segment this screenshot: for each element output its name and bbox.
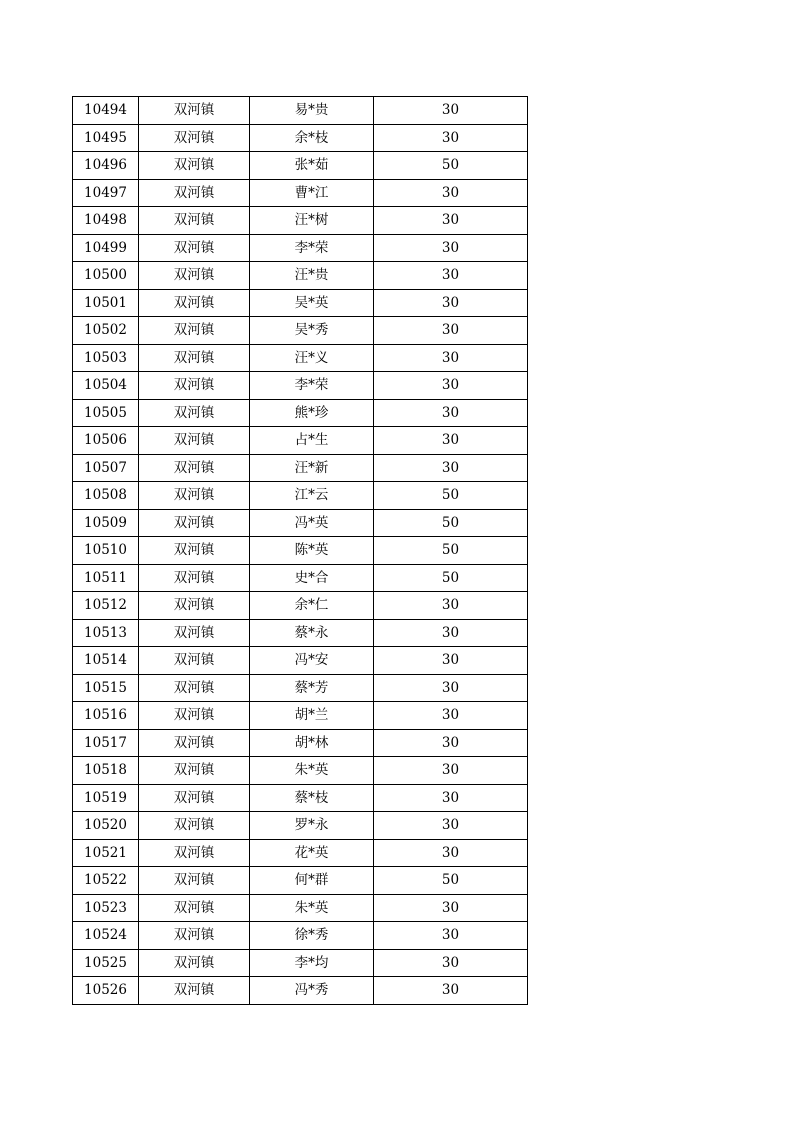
table-row xyxy=(73,619,528,647)
table-row xyxy=(73,317,528,345)
amount-cell: 50 xyxy=(374,482,528,510)
name-cell: 占*生 xyxy=(250,427,374,455)
amount-cell: 30 xyxy=(374,179,528,207)
amount-cell: 30 xyxy=(374,674,528,702)
record-id-cell: 10500 xyxy=(73,262,139,290)
town-cell: 双河镇 xyxy=(139,344,250,372)
table-row xyxy=(73,949,528,977)
name-cell: 李*均 xyxy=(250,949,374,977)
amount-cell: 30 xyxy=(374,757,528,785)
record-id-cell: 10510 xyxy=(73,537,139,565)
town-cell: 双河镇 xyxy=(139,454,250,482)
name-cell: 蔡*永 xyxy=(250,619,374,647)
record-id-cell: 10524 xyxy=(73,922,139,950)
town-cell: 双河镇 xyxy=(139,564,250,592)
amount-cell: 30 xyxy=(374,97,528,125)
town-cell: 双河镇 xyxy=(139,729,250,757)
table-row xyxy=(73,784,528,812)
table-row xyxy=(73,839,528,867)
table-row xyxy=(73,757,528,785)
town-cell: 双河镇 xyxy=(139,839,250,867)
name-cell: 汪*义 xyxy=(250,344,374,372)
record-id-cell: 10521 xyxy=(73,839,139,867)
records-table-body xyxy=(73,97,528,1005)
town-cell: 双河镇 xyxy=(139,867,250,895)
record-id-cell: 10503 xyxy=(73,344,139,372)
table-row xyxy=(73,234,528,262)
table-row xyxy=(73,537,528,565)
name-cell: 余*仁 xyxy=(250,592,374,620)
table-row xyxy=(73,344,528,372)
table-row xyxy=(73,867,528,895)
name-cell: 陈*英 xyxy=(250,537,374,565)
table-row xyxy=(73,592,528,620)
records-table xyxy=(72,96,528,1005)
amount-cell: 30 xyxy=(374,894,528,922)
town-cell: 双河镇 xyxy=(139,124,250,152)
table-row xyxy=(73,647,528,675)
name-cell: 胡*林 xyxy=(250,729,374,757)
amount-cell: 50 xyxy=(374,509,528,537)
amount-cell: 30 xyxy=(374,344,528,372)
table-row xyxy=(73,922,528,950)
record-id-cell: 10494 xyxy=(73,97,139,125)
record-id-cell: 10515 xyxy=(73,674,139,702)
name-cell: 冯*秀 xyxy=(250,977,374,1005)
town-cell: 双河镇 xyxy=(139,812,250,840)
town-cell: 双河镇 xyxy=(139,427,250,455)
amount-cell: 30 xyxy=(374,317,528,345)
table-row xyxy=(73,702,528,730)
amount-cell: 30 xyxy=(374,262,528,290)
record-id-cell: 10512 xyxy=(73,592,139,620)
record-id-cell: 10517 xyxy=(73,729,139,757)
record-id-cell: 10495 xyxy=(73,124,139,152)
table-row xyxy=(73,97,528,125)
name-cell: 冯*英 xyxy=(250,509,374,537)
amount-cell: 30 xyxy=(374,647,528,675)
table-row xyxy=(73,289,528,317)
record-id-cell: 10522 xyxy=(73,867,139,895)
town-cell: 双河镇 xyxy=(139,399,250,427)
amount-cell: 30 xyxy=(374,234,528,262)
table-row xyxy=(73,152,528,180)
name-cell: 朱*英 xyxy=(250,894,374,922)
name-cell: 张*茹 xyxy=(250,152,374,180)
amount-cell: 30 xyxy=(374,427,528,455)
amount-cell: 30 xyxy=(374,949,528,977)
town-cell: 双河镇 xyxy=(139,702,250,730)
name-cell: 李*荣 xyxy=(250,372,374,400)
amount-cell: 30 xyxy=(374,399,528,427)
name-cell: 徐*秀 xyxy=(250,922,374,950)
record-id-cell: 10496 xyxy=(73,152,139,180)
table-row xyxy=(73,894,528,922)
town-cell: 双河镇 xyxy=(139,262,250,290)
name-cell: 汪*树 xyxy=(250,207,374,235)
record-id-cell: 10523 xyxy=(73,894,139,922)
table-row xyxy=(73,812,528,840)
record-id-cell: 10518 xyxy=(73,757,139,785)
town-cell: 双河镇 xyxy=(139,207,250,235)
town-cell: 双河镇 xyxy=(139,179,250,207)
amount-cell: 30 xyxy=(374,289,528,317)
amount-cell: 30 xyxy=(374,922,528,950)
town-cell: 双河镇 xyxy=(139,289,250,317)
record-id-cell: 10506 xyxy=(73,427,139,455)
name-cell: 余*枝 xyxy=(250,124,374,152)
amount-cell: 30 xyxy=(374,812,528,840)
amount-cell: 30 xyxy=(374,454,528,482)
table-row xyxy=(73,454,528,482)
town-cell: 双河镇 xyxy=(139,784,250,812)
name-cell: 冯*安 xyxy=(250,647,374,675)
record-id-cell: 10509 xyxy=(73,509,139,537)
amount-cell: 30 xyxy=(374,592,528,620)
record-id-cell: 10513 xyxy=(73,619,139,647)
name-cell: 李*荣 xyxy=(250,234,374,262)
table-row xyxy=(73,399,528,427)
name-cell: 江*云 xyxy=(250,482,374,510)
town-cell: 双河镇 xyxy=(139,482,250,510)
amount-cell: 50 xyxy=(374,152,528,180)
town-cell: 双河镇 xyxy=(139,894,250,922)
name-cell: 汪*贵 xyxy=(250,262,374,290)
record-id-cell: 10505 xyxy=(73,399,139,427)
record-id-cell: 10520 xyxy=(73,812,139,840)
name-cell: 汪*新 xyxy=(250,454,374,482)
amount-cell: 30 xyxy=(374,729,528,757)
record-id-cell: 10519 xyxy=(73,784,139,812)
name-cell: 蔡*芳 xyxy=(250,674,374,702)
name-cell: 史*合 xyxy=(250,564,374,592)
amount-cell: 30 xyxy=(374,372,528,400)
record-id-cell: 10499 xyxy=(73,234,139,262)
name-cell: 曹*江 xyxy=(250,179,374,207)
town-cell: 双河镇 xyxy=(139,97,250,125)
amount-cell: 50 xyxy=(374,564,528,592)
amount-cell: 50 xyxy=(374,537,528,565)
amount-cell: 30 xyxy=(374,124,528,152)
table-row xyxy=(73,179,528,207)
town-cell: 双河镇 xyxy=(139,317,250,345)
name-cell: 何*群 xyxy=(250,867,374,895)
amount-cell: 30 xyxy=(374,702,528,730)
name-cell: 吴*英 xyxy=(250,289,374,317)
record-id-cell: 10511 xyxy=(73,564,139,592)
table-row xyxy=(73,124,528,152)
record-id-cell: 10501 xyxy=(73,289,139,317)
record-id-cell: 10498 xyxy=(73,207,139,235)
town-cell: 双河镇 xyxy=(139,234,250,262)
town-cell: 双河镇 xyxy=(139,977,250,1005)
name-cell: 朱*英 xyxy=(250,757,374,785)
record-id-cell: 10502 xyxy=(73,317,139,345)
town-cell: 双河镇 xyxy=(139,949,250,977)
town-cell: 双河镇 xyxy=(139,922,250,950)
town-cell: 双河镇 xyxy=(139,372,250,400)
town-cell: 双河镇 xyxy=(139,674,250,702)
table-row xyxy=(73,509,528,537)
record-id-cell: 10525 xyxy=(73,949,139,977)
town-cell: 双河镇 xyxy=(139,757,250,785)
town-cell: 双河镇 xyxy=(139,647,250,675)
record-id-cell: 10507 xyxy=(73,454,139,482)
amount-cell: 30 xyxy=(374,619,528,647)
name-cell: 胡*兰 xyxy=(250,702,374,730)
record-id-cell: 10514 xyxy=(73,647,139,675)
town-cell: 双河镇 xyxy=(139,152,250,180)
town-cell: 双河镇 xyxy=(139,619,250,647)
table-row xyxy=(73,977,528,1005)
table-row xyxy=(73,262,528,290)
table-row xyxy=(73,729,528,757)
name-cell: 熊*珍 xyxy=(250,399,374,427)
record-id-cell: 10504 xyxy=(73,372,139,400)
town-cell: 双河镇 xyxy=(139,537,250,565)
name-cell: 花*英 xyxy=(250,839,374,867)
record-id-cell: 10526 xyxy=(73,977,139,1005)
table-row xyxy=(73,674,528,702)
record-id-cell: 10516 xyxy=(73,702,139,730)
record-id-cell: 10497 xyxy=(73,179,139,207)
town-cell: 双河镇 xyxy=(139,592,250,620)
name-cell: 吴*秀 xyxy=(250,317,374,345)
table-row xyxy=(73,207,528,235)
name-cell: 罗*永 xyxy=(250,812,374,840)
amount-cell: 30 xyxy=(374,839,528,867)
record-id-cell: 10508 xyxy=(73,482,139,510)
town-cell: 双河镇 xyxy=(139,509,250,537)
table-row xyxy=(73,372,528,400)
name-cell: 蔡*枝 xyxy=(250,784,374,812)
table-row xyxy=(73,427,528,455)
amount-cell: 30 xyxy=(374,977,528,1005)
table-row xyxy=(73,482,528,510)
amount-cell: 30 xyxy=(374,207,528,235)
table-row xyxy=(73,564,528,592)
amount-cell: 30 xyxy=(374,784,528,812)
name-cell: 易*贵 xyxy=(250,97,374,125)
amount-cell: 50 xyxy=(374,867,528,895)
